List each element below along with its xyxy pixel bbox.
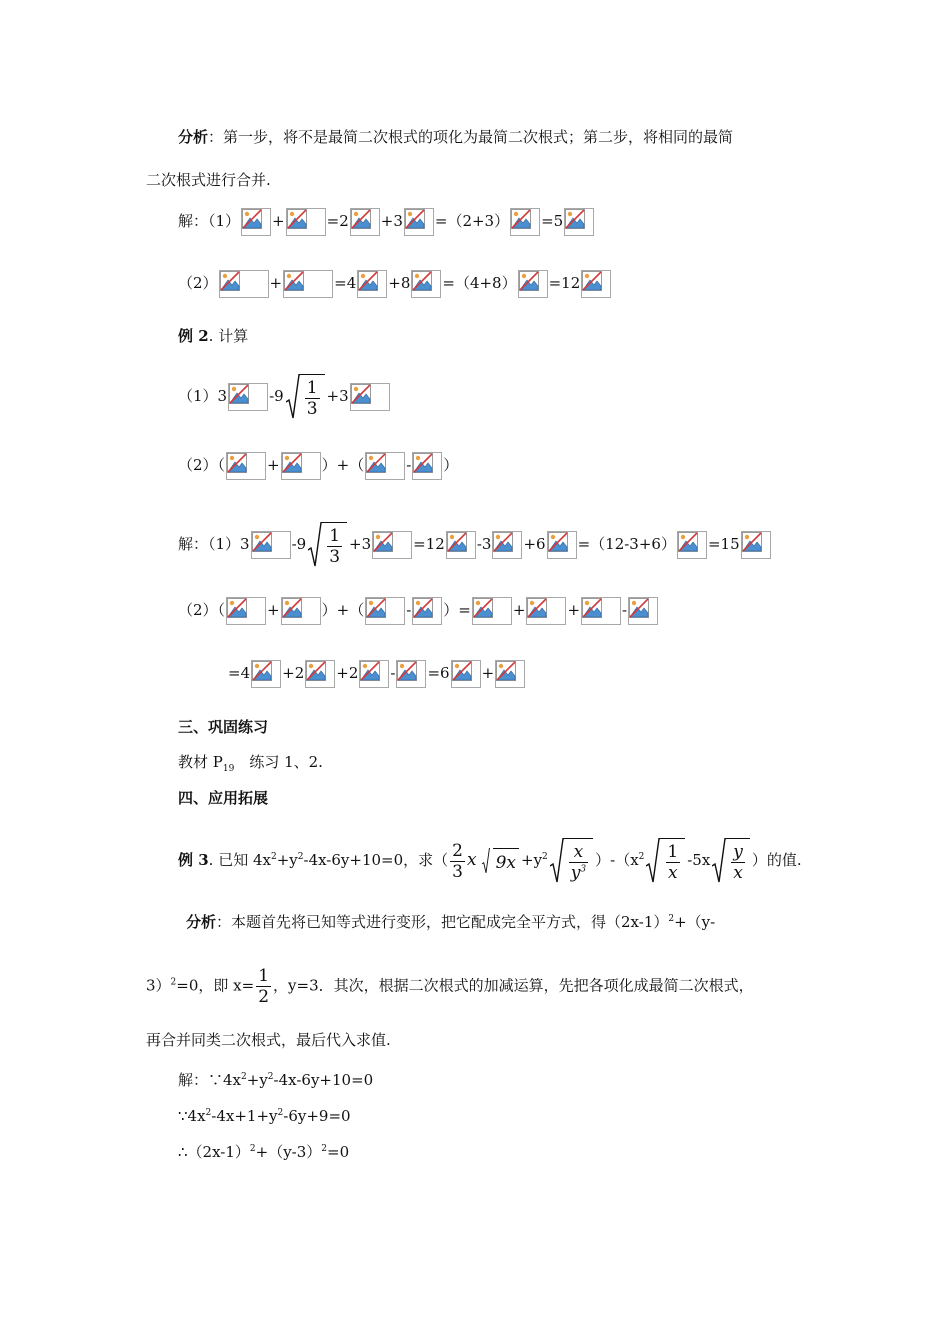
- item-label: （2）（: [178, 456, 226, 474]
- sqrt-9x: [479, 848, 519, 874]
- formula-image-placeholder: [472, 597, 512, 625]
- analysis-label: 分析: [186, 913, 217, 931]
- solution-text: -4x+1+y: [211, 1107, 278, 1125]
- formula-image-placeholder: [251, 660, 281, 688]
- formula-image-placeholder: [226, 452, 266, 480]
- exponent: 2: [241, 1072, 247, 1082]
- formula-text: =（12-3+6）: [577, 535, 676, 553]
- broken-image-icon: [282, 453, 302, 473]
- analysis-text: 3）: [146, 976, 171, 995]
- operator: -: [622, 601, 628, 619]
- numerator: 1: [667, 842, 679, 862]
- broken-image-icon: [582, 598, 602, 618]
- exponent: 2: [321, 1144, 328, 1154]
- example3-line: [178, 838, 802, 884]
- formula-text: =12: [548, 274, 581, 292]
- broken-image-icon: [413, 453, 433, 473]
- formula-image-placeholder: [286, 208, 326, 236]
- broken-image-icon: [227, 453, 247, 473]
- numerator: 1: [306, 378, 318, 398]
- broken-image-icon: [742, 532, 762, 552]
- solution-text: -6y+9=0: [283, 1107, 351, 1125]
- formula-text: +3: [349, 535, 372, 553]
- broken-image-icon: [629, 598, 649, 618]
- denominator: x: [733, 863, 743, 883]
- broken-image-icon: [284, 271, 304, 291]
- formula-image-placeholder: [526, 597, 566, 625]
- item-label: （2）（: [178, 601, 226, 619]
- section3-text: [178, 752, 323, 772]
- formula-text: +3: [326, 387, 349, 405]
- formula-text: ）-（x: [595, 851, 639, 869]
- formula-image-placeholder: [510, 208, 540, 236]
- denominator: 3: [329, 547, 341, 567]
- broken-image-icon: [351, 209, 371, 229]
- formula-image-placeholder: [628, 597, 658, 625]
- formula-image-placeholder: [357, 270, 387, 298]
- formula-image-placeholder: [365, 452, 405, 480]
- broken-image-icon: [527, 598, 547, 618]
- broken-image-icon: [397, 661, 417, 681]
- example2-q2: [178, 452, 458, 480]
- solution-text: 解：∵4x: [178, 1071, 242, 1089]
- analysis2-line-2: [146, 966, 754, 1007]
- operator: +: [481, 664, 495, 682]
- denominator: y: [570, 863, 581, 883]
- formula-image-placeholder: [283, 270, 333, 298]
- variable-x: x: [467, 850, 477, 870]
- formula-image-placeholder: [495, 660, 525, 688]
- formula-image-placeholder: [372, 531, 412, 559]
- sqrt-one-third: [308, 522, 347, 568]
- exercise-text: 练习 1、2.: [234, 753, 323, 771]
- analysis-text: ：第一步，将不是最简二次根式的项化为最简二次根式；第二步，将相同的最简: [208, 128, 734, 146]
- formula-text: -3: [476, 535, 492, 553]
- solution-text: ∴（2x-1）: [178, 1143, 250, 1161]
- formula-image-placeholder: [451, 660, 481, 688]
- denominator: 2: [258, 987, 270, 1007]
- broken-image-icon: [366, 453, 386, 473]
- exponent: 2: [297, 852, 304, 862]
- sqrt-one-third: [286, 374, 325, 420]
- formula-text: =4: [228, 664, 251, 682]
- radicand: 9x: [493, 848, 519, 874]
- formula-text: =4: [334, 274, 357, 292]
- formula-text: +2: [282, 664, 305, 682]
- formula-text: ）: [443, 456, 459, 474]
- analysis-text: 再合并同类二次根式，最后代入求值.: [146, 1031, 391, 1049]
- section3-title: 三、巩固练习: [178, 718, 269, 736]
- formula-image-placeholder: [350, 208, 380, 236]
- formula-text: =5: [541, 212, 564, 230]
- sqrt-x-over-y-cubed: [550, 838, 593, 884]
- solution2-line-1: [178, 522, 772, 568]
- formula-text: -9: [269, 387, 284, 405]
- solution-text: =0: [327, 1143, 350, 1161]
- radical-sign: [712, 838, 726, 884]
- operator: +: [267, 601, 280, 619]
- broken-image-icon: [252, 532, 272, 552]
- broken-image-icon: [511, 209, 531, 229]
- exponent: 2: [249, 1144, 256, 1154]
- formula-image-placeholder: [281, 452, 321, 480]
- operator: -: [390, 664, 396, 682]
- broken-image-icon: [412, 271, 432, 291]
- sqrt-one-over-x: [646, 838, 685, 884]
- formula-image-placeholder: [492, 531, 522, 559]
- example-text: +y: [276, 851, 298, 869]
- formula-text: =12: [413, 535, 445, 553]
- solution2-line-3: [228, 660, 526, 688]
- formula-image-placeholder: [581, 597, 621, 625]
- solution-text: -4x-6y+10=0: [273, 1071, 374, 1089]
- solution2-line-2: [178, 597, 659, 625]
- example-label: 例 2: [178, 327, 209, 345]
- broken-image-icon: [252, 661, 272, 681]
- broken-image-icon: [282, 598, 302, 618]
- formula-text: ）+（: [321, 601, 365, 619]
- item-label: （2）: [178, 274, 218, 292]
- operator: +: [567, 601, 581, 619]
- broken-image-icon: [405, 209, 425, 229]
- exponent: 2: [270, 852, 277, 862]
- solution-label: 解：（1）: [178, 212, 241, 230]
- broken-image-icon: [447, 532, 467, 552]
- exponent: 2: [170, 977, 177, 988]
- exponent: 2: [267, 1072, 274, 1082]
- formula-image-placeholder: [446, 531, 476, 559]
- exponent: 2: [668, 914, 675, 924]
- operator: +: [269, 274, 283, 292]
- formula-image-placeholder: [228, 383, 268, 411]
- analysis-text: =0，即 x=: [176, 976, 255, 995]
- example2-heading: [178, 326, 248, 346]
- formula-text: ）=: [443, 601, 471, 619]
- solution1-line-2: [178, 270, 612, 298]
- analysis-text: ，y=3．其次，根据二次根式的加减运算，先把各项化成最简二次根式，: [273, 976, 754, 995]
- formula-text: =（2+3）: [434, 212, 510, 230]
- formula-image-placeholder: [411, 270, 441, 298]
- textbook-text: 教材 P: [178, 753, 223, 771]
- numerator: 2: [452, 840, 463, 861]
- analysis-label: 分析: [178, 128, 209, 146]
- example-text: -4x-6y+10=0，求（: [303, 851, 449, 869]
- broken-image-icon: [227, 598, 247, 618]
- exponent: 2: [277, 1108, 284, 1118]
- numerator: x: [573, 842, 584, 862]
- solution3-line-2: [178, 1106, 351, 1126]
- formula-text: +2: [336, 664, 359, 682]
- solution3-line-1: [178, 1070, 373, 1090]
- analysis2-line-3: [146, 1030, 391, 1050]
- formula-image-placeholder: [305, 660, 335, 688]
- solution3-line-3: [178, 1142, 349, 1162]
- operator: +: [272, 212, 285, 230]
- section4-title: 四、应用拓展: [178, 789, 269, 807]
- formula-image-placeholder: [251, 531, 291, 559]
- broken-image-icon: [220, 271, 240, 291]
- fraction-two-thirds: [450, 841, 465, 882]
- formula-text: +3: [380, 212, 403, 230]
- formula-text: +y: [521, 851, 543, 869]
- operator: -: [406, 601, 412, 619]
- broken-image-icon: [229, 384, 249, 404]
- formula-image-placeholder: [412, 452, 442, 480]
- item-label: （1）3: [178, 387, 228, 405]
- formula-text: -9: [291, 535, 307, 553]
- page-number: 19: [222, 764, 235, 774]
- analysis-text: +（y-: [674, 913, 716, 931]
- broken-image-icon: [373, 532, 393, 552]
- formula-text: =2: [326, 212, 349, 230]
- broken-image-icon: [496, 661, 516, 681]
- formula-image-placeholder: [365, 597, 405, 625]
- broken-image-icon: [306, 661, 326, 681]
- radical-sign: [286, 374, 300, 420]
- broken-image-icon: [565, 209, 585, 229]
- formula-image-placeholder: [359, 660, 389, 688]
- formula-text: =（4+8）: [442, 274, 517, 292]
- broken-image-icon: [493, 532, 513, 552]
- formula-text: =15: [707, 535, 740, 553]
- broken-image-icon: [519, 271, 539, 291]
- exponent: 3: [580, 864, 587, 875]
- operator: +: [512, 601, 526, 619]
- solution1-line-1: [178, 208, 595, 236]
- broken-image-icon: [413, 598, 433, 618]
- numerator: 1: [329, 526, 341, 546]
- formula-text: ）的值.: [751, 851, 802, 869]
- analysis-line-2: [146, 170, 271, 190]
- formula-text: =6: [427, 664, 450, 682]
- formula-image-placeholder: [677, 531, 707, 559]
- solution-text: +（y-3）: [255, 1143, 322, 1161]
- formula-image-placeholder: [412, 597, 442, 625]
- exponent: 2: [638, 852, 645, 862]
- formula-image-placeholder: [281, 597, 321, 625]
- formula-image-placeholder: [219, 270, 269, 298]
- formula-image-placeholder: [564, 208, 594, 236]
- broken-image-icon: [366, 598, 386, 618]
- broken-image-icon: [360, 661, 380, 681]
- denominator: 3: [452, 861, 463, 882]
- formula-image-placeholder: [226, 597, 266, 625]
- formula-text: +6: [523, 535, 546, 553]
- operator: +: [267, 456, 280, 474]
- numerator: y: [733, 842, 743, 862]
- solution-text: +y: [246, 1071, 268, 1089]
- radical-sign: [308, 522, 322, 568]
- exponent: 2: [205, 1108, 212, 1118]
- example-text: . 已知 4x: [208, 851, 271, 869]
- solution-label: 解：（1）3: [178, 535, 250, 553]
- radical-sign: [646, 838, 660, 884]
- sqrt-y-over-x: [712, 838, 750, 884]
- formula-image-placeholder: [547, 531, 577, 559]
- analysis-line-1: [178, 127, 733, 147]
- formula-text: ）+（: [321, 456, 365, 474]
- radical-sign: [550, 838, 564, 884]
- formula-image-placeholder: [350, 383, 390, 411]
- exponent: 2: [542, 852, 548, 862]
- broken-image-icon: [548, 532, 568, 552]
- example-text: . 计算: [208, 327, 249, 345]
- solution-text: ∵4x: [178, 1107, 206, 1125]
- analysis-text: ：本题首先将已知等式进行变形，把它配成完全平方式，得（2x-1）: [216, 913, 669, 931]
- analysis-text: 二次根式进行合并.: [146, 171, 271, 189]
- formula-image-placeholder: [241, 208, 271, 236]
- broken-image-icon: [473, 598, 493, 618]
- broken-image-icon: [582, 271, 602, 291]
- fraction-one-half: [256, 966, 271, 1007]
- broken-image-icon: [452, 661, 472, 681]
- formula-image-placeholder: [396, 660, 426, 688]
- broken-image-icon: [242, 209, 262, 229]
- radical-sign: [479, 848, 493, 874]
- formula-text: -5x: [687, 851, 711, 869]
- formula-text: +8: [388, 274, 411, 292]
- denominator: x: [668, 863, 678, 883]
- formula-image-placeholder: [404, 208, 434, 236]
- operator: -: [406, 456, 412, 474]
- broken-image-icon: [358, 271, 378, 291]
- analysis2-line-1: [186, 912, 715, 932]
- formula-image-placeholder: [741, 531, 771, 559]
- example2-q1: [178, 374, 391, 420]
- broken-image-icon: [287, 209, 307, 229]
- example-label: 例 3: [178, 851, 209, 869]
- broken-image-icon: [678, 532, 698, 552]
- denominator: 3: [306, 399, 318, 419]
- formula-image-placeholder: [581, 270, 611, 298]
- numerator: 1: [258, 966, 270, 986]
- broken-image-icon: [351, 384, 371, 404]
- formula-image-placeholder: [518, 270, 548, 298]
